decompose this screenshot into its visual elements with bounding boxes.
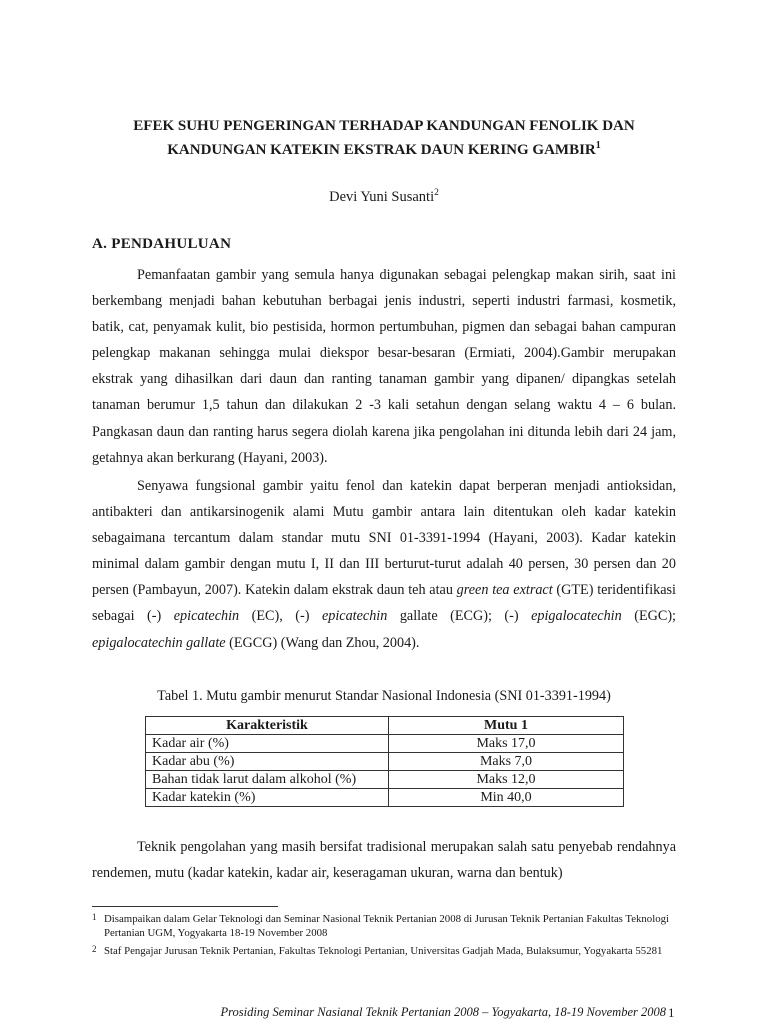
p2-italic-2: epicatechin xyxy=(173,608,240,625)
author-footnote-mark: 2 xyxy=(434,188,439,198)
page-footer: Prosiding Seminar Nasianal Teknik Pertanian 2008 – Yogyakarta, 18-19 November 2008 xyxy=(220,1005,666,1019)
table-cell: Maks 12,0 xyxy=(389,771,624,789)
paragraph-1: Pemanfaatan gambir yang semula hanya digunakan sebagai pelengkap makan sirih, saat ini berkembang menjadi bahan kebutuhan berbagai jenis industri, seperti industri farmasi, kosmetik, batik, cat, penyamak kulit, bio pestisida, hormon pertumbuhan, pigmen dan sebagai bahan campuran pelengkap makanan sehingga mulai diekspor besar-besaran (Ermiati, 2004).Gambir merupakan ekstrak yang dihasilkan dari daun dan ranting tanaman gambir yang dipanen/ dipangkas setelah tanaman berumur 1,5 tahun dan dilakukan 2 -3 kali setahun dengan selang waktu 4 – 6 bulan. Pangkasan daun dan ranting harus segera diolah karena jika pengolahan ini ditunda lebih dari 24 jam, getahnya akan berkurang (Hayani, 2003). xyxy=(92,267,676,466)
footnote-2-text: Staf Pengajar Jurusan Teknik Pertanian, Fakultas Teknologi Pertanian, Universitas Gadjah Mada, Bulaksumur, Yogyakarta 55281 xyxy=(104,945,663,957)
title-footnote-mark: 1 xyxy=(595,140,601,151)
table-cell: Kadar katekin (%) xyxy=(146,789,389,807)
table-header-row xyxy=(146,717,624,735)
table-cell: Kadar air (%) xyxy=(146,735,389,753)
table-header-cell: Mutu 1 xyxy=(389,717,624,735)
p2-text-4: gallate (ECG); (-) xyxy=(387,608,532,625)
table-header-cell: Karakteristik xyxy=(146,717,389,735)
table-row xyxy=(146,735,624,753)
section-heading: A. PENDAHULUAN xyxy=(92,236,232,252)
title-line-1: EFEK SUHU PENGERINGAN TERHADAP KANDUNGAN FENOLIK DAN xyxy=(133,118,635,134)
p2-text-1: Senyawa fungsional gambir yaitu fenol dan katekin dapat berperan menjadi antioksidan, antibakteri dan antikarsinogenik alami Mutu gambir antara lain ditentukan oleh kadar katekin sebagaimana tercantum dalam standar mutu SNI 01-3391-1994 (Hayani, 2003). Kadar katekin minimal dalam gambir dengan mutu I, II dan III berturut-turut adalah 40 persen, 30 persen dan 20 persen (Pambayun, 2007). Katekin dalam ekstrak daun teh atau xyxy=(92,478,676,599)
table-cell: Maks 17,0 xyxy=(389,735,624,753)
footnote-divider xyxy=(92,906,278,907)
table-row xyxy=(146,771,624,789)
paper-title xyxy=(92,116,676,160)
p2-text-2: (GTE) teridentifikasi sebagai (-) xyxy=(92,582,676,625)
page-number: 1 xyxy=(668,1005,675,1020)
table-cell: Maks 7,0 xyxy=(389,753,624,771)
p2-italic-4: epigalocatechin xyxy=(531,608,622,625)
table-row xyxy=(146,753,624,771)
table-cell: Bahan tidak larut dalam alkohol (%) xyxy=(146,771,389,789)
footnote-2 xyxy=(92,945,682,959)
p2-italic-5: epigalocatechin gallate xyxy=(92,634,226,651)
footnote-1 xyxy=(92,913,682,940)
table-row xyxy=(146,789,624,807)
author-name: Devi Yuni Susanti xyxy=(329,188,435,205)
footnote-2-mark: 2 xyxy=(92,944,97,954)
p2-text-5: (EGC); xyxy=(621,608,676,625)
p2-italic-3: epicatechin xyxy=(321,608,388,625)
paragraph-2 xyxy=(92,473,676,656)
table-caption: Tabel 1. Mutu gambir menurut Standar Nasional Indonesia (SNI 01-3391-1994) xyxy=(157,688,611,704)
p2-text-6: (EGCG) (Wang dan Zhou, 2004). xyxy=(225,634,420,651)
table-cell: Min 40,0 xyxy=(389,789,624,807)
footnote-1-mark: 1 xyxy=(92,912,97,922)
table-cell: Kadar abu (%) xyxy=(146,753,389,771)
paragraph-3: Teknik pengolahan yang masih bersifat tradisional merupakan salah satu penyebab rendahnya rendemen, mutu (kadar katekin, kadar air, keseragaman ukuran, warna dan bentuk) xyxy=(92,839,676,882)
author xyxy=(0,188,768,206)
title-line-2-text: KANDUNGAN KATEKIN EKSTRAK DAUN KERING GAMBIR xyxy=(167,142,596,158)
footnote-1-text: Disampaikan dalam Gelar Teknologi dan Seminar Nasional Teknik Pertanian 2008 di Jurusan Teknik Pertanian Fakultas Teknologi Pertanian UGM, Yogyakarta 18-19 November 2008 xyxy=(104,913,670,939)
title-line-2 xyxy=(92,136,676,160)
quality-table xyxy=(145,716,624,807)
p2-italic-1: green tea extract xyxy=(456,582,553,599)
p2-text-3: (EC), (-) xyxy=(239,608,322,625)
